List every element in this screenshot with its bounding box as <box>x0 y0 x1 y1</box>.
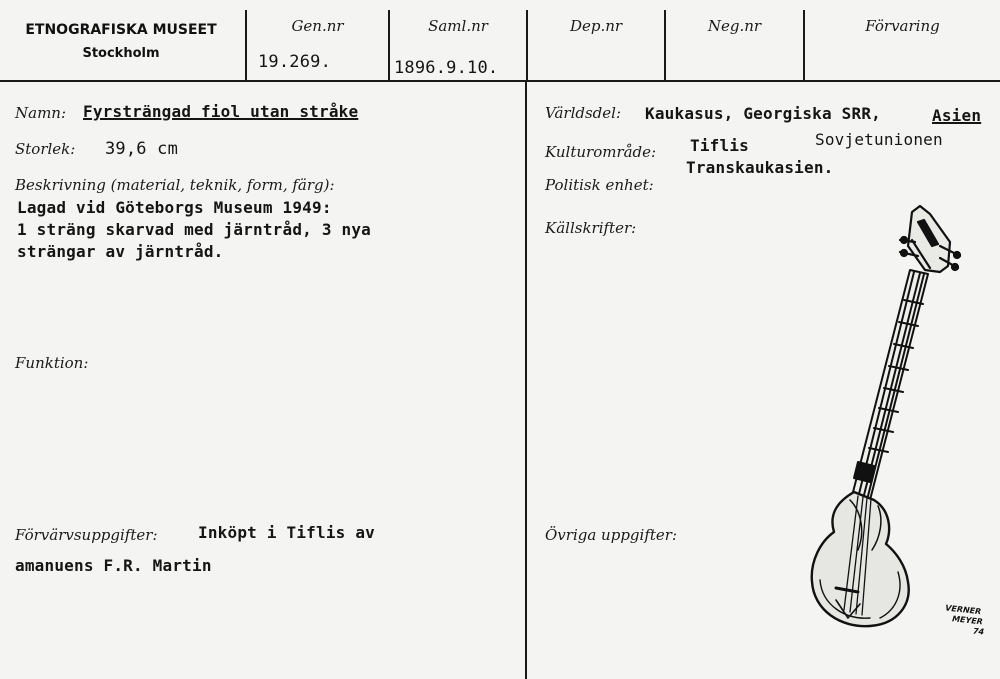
museum-city: Stockholm <box>82 46 160 61</box>
varldsdel-label: Världsdel: <box>545 104 621 122</box>
namn-label: Namn: <box>15 104 67 122</box>
header-divider <box>0 80 1000 82</box>
signature-line-2: MEYER <box>951 614 984 627</box>
beskrivning-line-2: 1 sträng skarvad med järntråd, 3 nya <box>17 220 371 239</box>
artist-signature <box>943 603 996 638</box>
kulturomrade-value-1: Tiflis <box>690 136 749 155</box>
beskrivning-line-1: Lagad vid Göteborgs Museum 1949: <box>17 198 332 217</box>
funktion-label: Funktion: <box>15 354 89 372</box>
fiddle-drawing <box>800 200 975 640</box>
gen-nr-label: Gen.nr <box>291 17 344 35</box>
saml-nr-value: 1896.9.10. <box>394 58 499 78</box>
dep-nr-label: Dep.nr <box>569 17 623 35</box>
sovjet-value: Sovjetunionen <box>815 130 943 149</box>
beskrivning-label: Beskrivning (material, teknik, form, färg): <box>15 176 335 194</box>
neg-nr-label: Neg.nr <box>707 17 762 35</box>
kulturomrade-label: Kulturområde: <box>545 143 657 161</box>
varldsdel-extra: Asien <box>932 106 982 125</box>
namn-value: Fyrsträngad fiol utan stråke <box>83 102 359 121</box>
forvarv-value-line-1: Inköpt i Tiflis av <box>198 523 375 542</box>
body-center-divider <box>525 82 527 679</box>
varldsdel-value: Kaukasus, Georgiska SRR, <box>645 104 881 123</box>
body <box>812 492 909 626</box>
pegbox <box>900 206 960 272</box>
saml-nr-label: Saml.nr <box>428 17 488 35</box>
ovriga-uppgifter-label: Övriga uppgifter: <box>545 526 677 544</box>
politisk-enhet-label: Politisk enhet: <box>545 176 654 194</box>
forvarv-label: Förvärvsuppgifter: <box>15 526 158 544</box>
storlek-label: Storlek: <box>15 140 76 158</box>
kulturomrade-value-2: Transkaukasien. <box>686 158 834 177</box>
kallskrifter-label: Källskrifter: <box>545 219 637 237</box>
forvarv-value-line-2: amanuens F.R. Martin <box>15 556 212 575</box>
neck <box>852 270 928 500</box>
beskrivning-line-3: strängar av järntråd. <box>17 242 224 261</box>
museum-name: ETNOGRAFISKA MUSEET <box>25 22 217 38</box>
signature-line-1: VERNER <box>944 603 982 617</box>
signature-line-3: 74 <box>972 626 985 637</box>
storlek-value: 39,6 cm <box>105 139 179 159</box>
forvaring-label: Förvaring <box>865 17 940 35</box>
gen-nr-value: 19.269. <box>258 52 332 72</box>
